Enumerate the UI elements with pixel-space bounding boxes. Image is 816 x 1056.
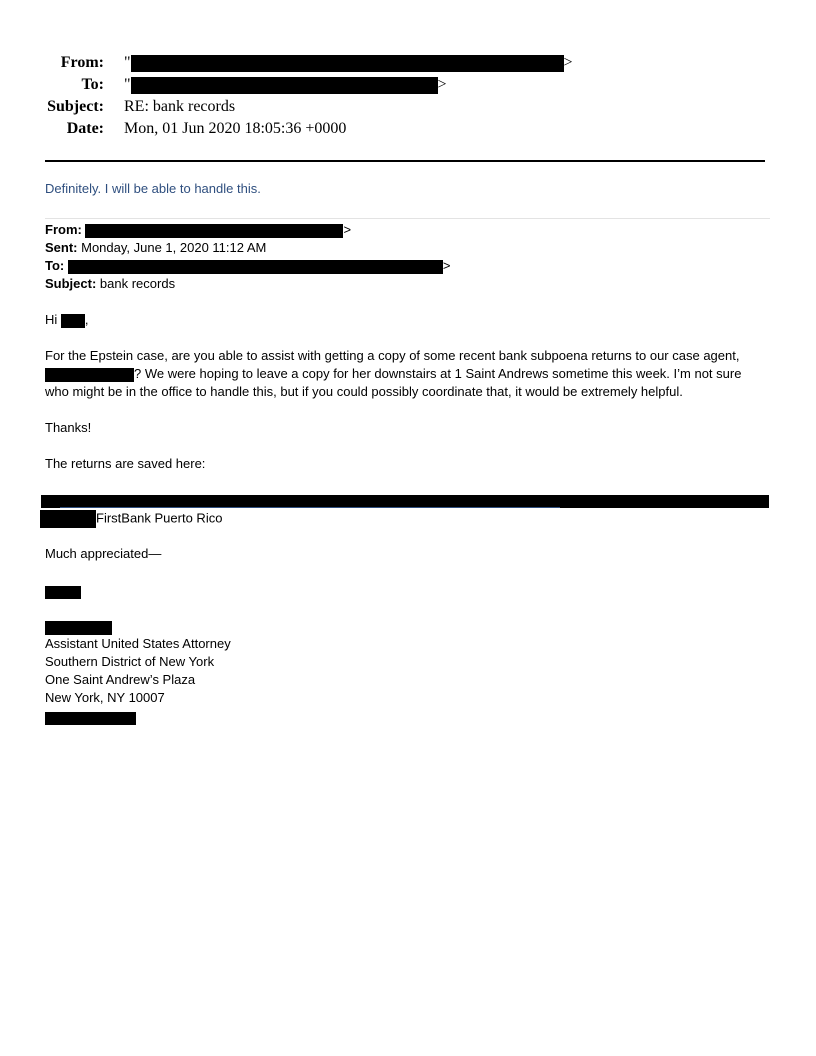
para1-line3: who might be in the office to handle this, but if you could possibly coordinate that, it would be extremely helpful. bbox=[45, 384, 683, 399]
fwd-to-row bbox=[45, 258, 450, 274]
para1-line1: For the Epstein case, are you able to assist with getting a copy of some recent bank subpoena returns to our case agent, bbox=[45, 348, 740, 363]
header-to-row bbox=[0, 74, 447, 96]
header-from-quote: " bbox=[124, 54, 131, 71]
bank-line bbox=[40, 510, 222, 528]
redaction-bar bbox=[131, 55, 564, 72]
fwd-from-suffix: > bbox=[343, 222, 352, 237]
redaction-bar bbox=[61, 314, 85, 328]
header-date-label: Date: bbox=[66, 120, 104, 137]
para1-cont: ? We were hoping to leave a copy for her downstairs at 1 Saint Andrews sometime this week. I’m not sure bbox=[134, 366, 742, 381]
fwd-to-suffix: > bbox=[442, 258, 451, 273]
header-to-quote: " bbox=[124, 76, 131, 93]
signature-title: Assistant United States Attorney bbox=[45, 636, 231, 651]
header-divider bbox=[45, 160, 765, 162]
header-subject-value: RE: bank records bbox=[124, 98, 236, 115]
thanks-text: Thanks! bbox=[45, 420, 92, 435]
redacted-phone bbox=[45, 712, 136, 725]
signature-address1: One Saint Andrew’s Plaza bbox=[45, 672, 196, 687]
redaction-bar bbox=[131, 77, 438, 94]
redaction-bar bbox=[45, 368, 134, 382]
header-from-row bbox=[0, 52, 573, 74]
bank-name: FirstBank Puerto Rico bbox=[96, 510, 223, 526]
fwd-from-row bbox=[45, 222, 351, 238]
email-header bbox=[0, 52, 573, 152]
signature-address2: New York, NY 10007 bbox=[45, 690, 165, 705]
header-from-suffix: > bbox=[563, 54, 573, 71]
header-date-row bbox=[0, 118, 400, 140]
link-underline bbox=[60, 507, 560, 508]
header-from-label: From: bbox=[60, 54, 104, 71]
greeting-suffix: , bbox=[84, 312, 89, 327]
redaction-bar bbox=[85, 224, 343, 238]
redacted-sender-name bbox=[45, 586, 81, 599]
returns-intro: The returns are saved here: bbox=[45, 456, 206, 471]
header-subject-row bbox=[0, 96, 400, 118]
header-to-suffix: > bbox=[437, 76, 447, 93]
header-date-value: Mon, 01 Jun 2020 18:05:36 +0000 bbox=[124, 120, 347, 137]
redaction-bar bbox=[40, 510, 96, 528]
reply-text: Definitely. I will be able to handle this. bbox=[45, 181, 261, 196]
redaction-bar bbox=[68, 260, 443, 274]
fwd-sent-value: Monday, June 1, 2020 11:12 AM bbox=[81, 240, 267, 255]
header-to-value bbox=[124, 74, 447, 96]
fwd-subject-label: Subject: bbox=[45, 276, 97, 291]
fwd-sent-row bbox=[45, 240, 266, 255]
fwd-subject-row bbox=[45, 276, 175, 291]
signature-district: Southern District of New York bbox=[45, 654, 215, 669]
reply-divider bbox=[45, 218, 770, 219]
greeting-prefix: Hi bbox=[45, 312, 58, 327]
greeting bbox=[45, 312, 89, 328]
para1-line2 bbox=[45, 366, 741, 382]
fwd-from-label: From: bbox=[45, 222, 82, 237]
fwd-to-label: To: bbox=[45, 258, 65, 273]
fwd-subject-value: bank records bbox=[99, 276, 176, 291]
header-from-value bbox=[124, 52, 573, 74]
header-to-label: To: bbox=[81, 76, 104, 93]
fwd-sent-label: Sent: bbox=[45, 240, 78, 255]
redacted-signature-name bbox=[45, 621, 112, 635]
closing-text: Much appreciated— bbox=[45, 546, 162, 561]
header-subject-label: Subject: bbox=[47, 98, 104, 115]
